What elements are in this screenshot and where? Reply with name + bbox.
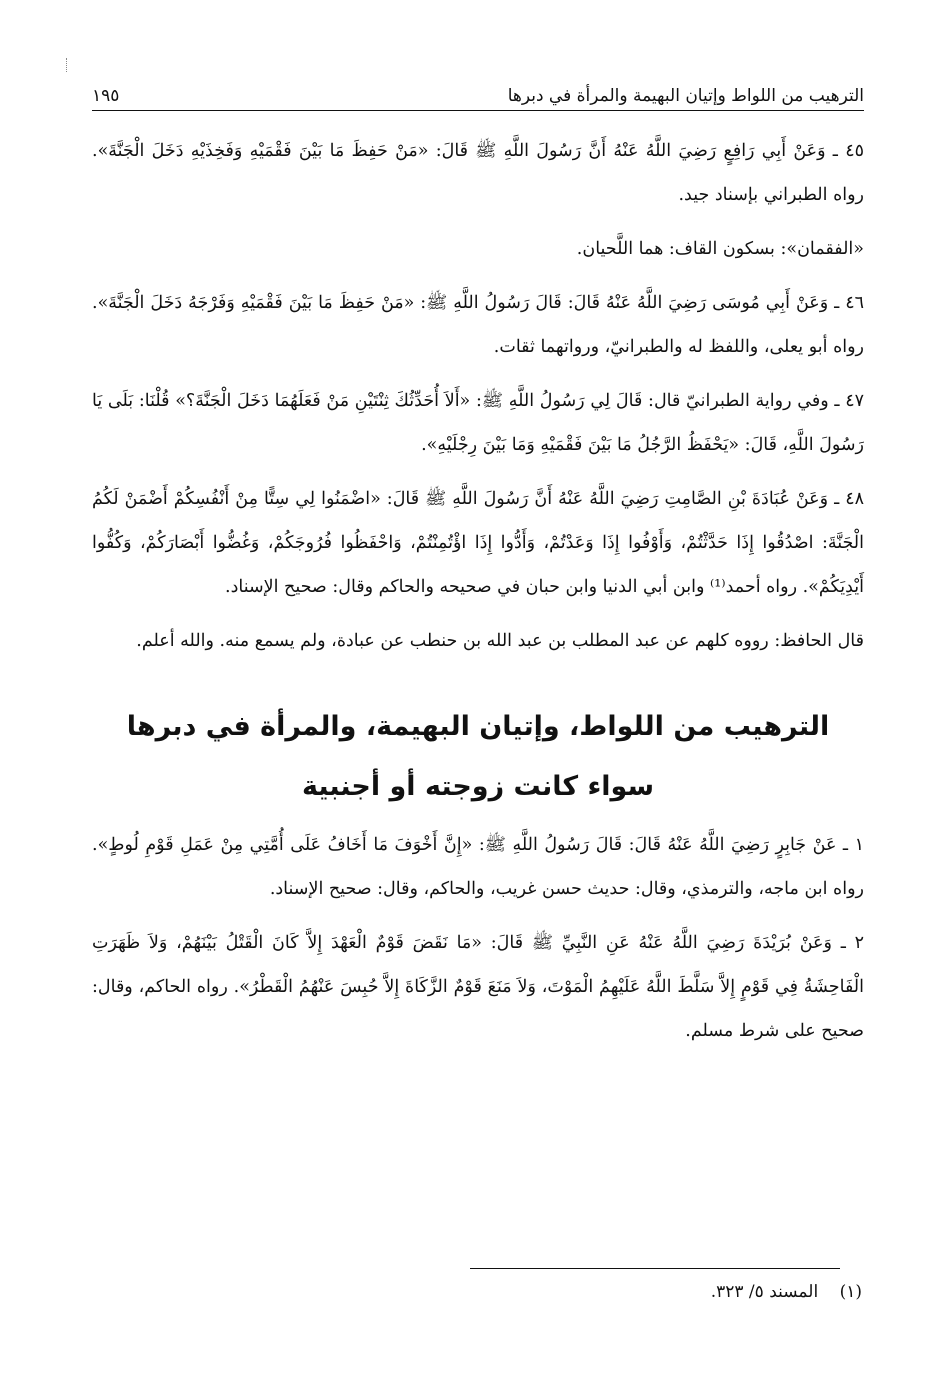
hadith-47: ٤٧ ـ وفي رواية الطبرانيّ قال: قَالَ لِي رَسُولُ اللَّهِ ﷺ: «أَلاَ أُحَدِّثُكَ ثِنْتَيْنِ مَنْ فَعَلَهُمَا دَخَلَ الْجَنَّةَ؟» قُلْنَا: بَلَى يَا رَسُولَ اللَّهِ، قَالَ: «يَحْفَظُ الرَّجُلُ مَا بَيْنَ فَقْمَيْهِ وَمَا بَيْنَ رِجْلَيْهِ». [92, 391, 864, 455]
section-heading [92, 697, 864, 817]
hafiz-comment: قال الحافظ: رووه كلهم عن عبد المطلب بن عبد الله بن حنطب عن عبادة، ولم يسمع منه. والله أعلم. [136, 631, 864, 651]
hadith-46: ٤٦ ـ وَعَنْ أَبِي مُوسَى رَضِيَ اللَّهُ عَنْهُ قَالَ: قَالَ رَسُولُ اللَّهِ ﷺ: «مَنْ حَفِظَ مَا بَيْنَ فَقْمَيْهِ وَفَرْجَهُ دَخَلَ الْجَنَّةَ». رواه أبو يعلى، واللفظ له والطبرانيّ، ورواتهما ثقات. [92, 293, 864, 357]
footnote-text: المسند ٥/ ٣٢٣. [710, 1282, 819, 1302]
running-header-title: الترهيب من اللواط وإتيان البهيمة والمرأة في دبرها [507, 86, 864, 106]
page-number: ١٩٥ [92, 86, 120, 106]
footnote-mark: (١) [839, 1282, 862, 1302]
section-title-line-2: سواء كانت زوجته أو أجنبية [301, 771, 655, 802]
footnote-divider [470, 1268, 840, 1269]
hadith-section-1: ١ ـ عَنْ جَابِرٍ رَضِيَ اللَّهُ عَنْهُ قَالَ: قَالَ رَسُولُ اللَّهِ ﷺ: «إِنَّ أَخْوَفَ مَا أَخَافُ عَلَى أُمَّتِي مِنْ عَمَلِ قَوْمِ لُوطٍ». رواه ابن ماجه، والترمذي، وقال: حديث حسن غريب، والحاكم، وقال: صحيح الإسناد. [92, 835, 864, 899]
section-title-line-1: الترهيب من اللواط، وإتيان البهيمة، والمرأة في دبرها [126, 711, 830, 742]
running-header [92, 84, 864, 111]
hadith-section-2: ٢ ـ وَعَنْ بُرَيْدَةَ رَضِيَ اللَّهُ عَنْهُ عَنِ النَّبِيِّ ﷺ قَالَ: «مَا نَقَضَ قَوْمٌ الْعَهْدَ إِلاَّ كَانَ الْقَتْلُ بَيْنَهُمْ، وَلاَ ظَهَرَتِ الْفَاحِشَةُ فِي قَوْمٍ إِلاَّ سَلَّطَ اللَّهُ عَلَيْهِمُ الْمَوْتَ، وَلاَ مَنَعَ قَوْمٌ الزَّكَاةَ إِلاَّ حُبِسَ عَنْهُمُ الْقَطْرُ». رواه الحاكم، وقال: صحيح على شرط مسلم. [92, 933, 864, 1041]
hadith-48: ٤٨ ـ وَعَنْ عُبَادَةَ بْنِ الصَّامِتِ رَضِيَ اللَّهُ عَنْهُ أَنَّ رَسُولَ اللَّهِ ﷺ قَالَ: «اضْمَنُوا لِي سِتًّا مِنْ أَنْفُسِكُمْ أَضْمَنْ لَكُمُ الْجَنَّةَ: اصْدُقُوا إِذَا حَدَّثْتُمْ، وَأَوْفُوا إِذَا وَعَدْتُمْ، وَأَدُّوا إِذَا اؤْتُمِنْتُمْ، وَاحْفَظُوا فُرُوجَكُمْ، وَغُضُّوا أَبْصَارَكُمْ، وَكُفُّوا أَيْدِيَكُمْ». رواه أحمد⁽¹⁾ وابن أبي الدنيا وابن حبان في صحيحه والحاكم وقال: صحيح الإسناد. [92, 489, 864, 597]
margin-mark [66, 58, 69, 72]
hadith-45: ٤٥ ـ وَعَنْ أَبِي رَافِعٍ رَضِيَ اللَّهُ عَنْهُ أَنَّ رَسُولَ اللَّهِ ﷺ قَالَ: «مَنْ حَفِظَ مَا بَيْنَ فَقْمَيْهِ وَفَخِذَيْهِ دَخَلَ الْجَنَّةَ». رواه الطبراني بإسناد جيد. [92, 141, 864, 205]
page-body [92, 84, 864, 1063]
definition-note: «الفقمان»: بسكون القاف: هما اللَّحيان. [576, 239, 864, 259]
footnote [711, 1278, 862, 1306]
